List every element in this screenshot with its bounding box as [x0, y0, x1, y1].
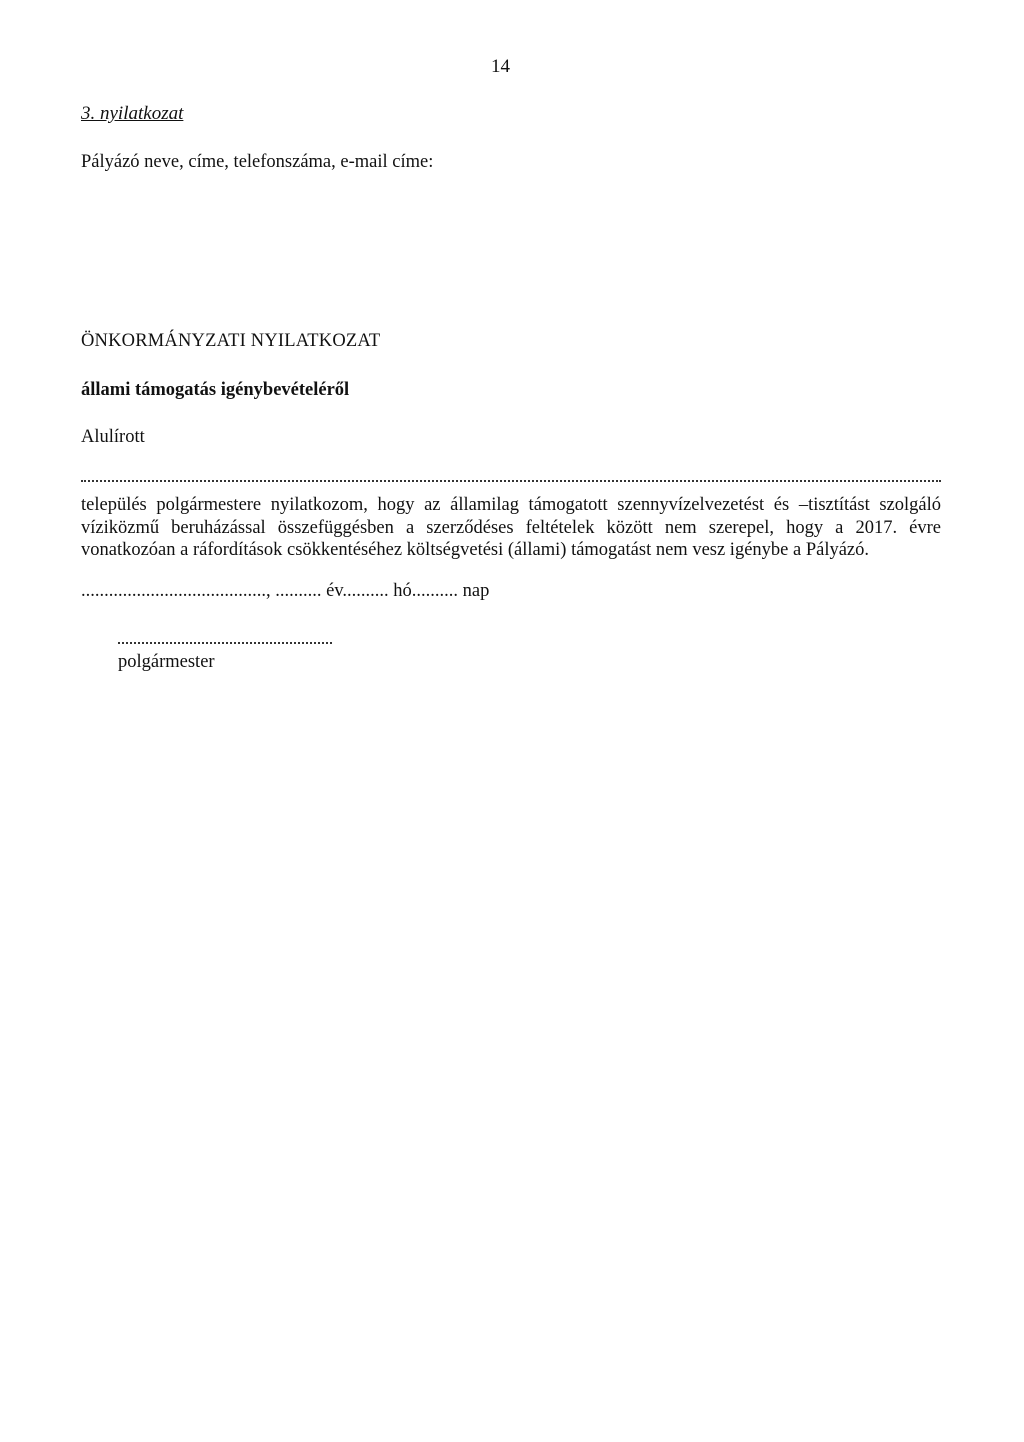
settlement-name-fill-line	[81, 470, 941, 482]
section-heading: 3. nyilatkozat	[81, 103, 184, 124]
declaration-body: település polgármestere nyilatkozom, hogy az államilag támogatott szennyvízelvezetést és –tisztítást szolgáló víziközmű beruházással összefüggésben a szerződéses feltételek között nem szerepel, hogy a 2017. évre vonatkozóan a ráfordítások csökkentéséhez költségvetési (állami) támogatást nem vesz igénybe a Pályázó.	[81, 495, 941, 560]
declaration-subtitle: állami támogatás igénybevételéről	[81, 380, 350, 400]
page-number: 14	[491, 56, 510, 77]
declaration-title: ÖNKORMÁNYZATI NYILATKOZAT	[81, 331, 381, 351]
date-line: ........................................, .......... év.......... hó.......... nap	[81, 581, 490, 601]
applicant-details-label: Pályázó neve, címe, telefonszáma, e-mail címe:	[81, 152, 434, 172]
signature-label: polgármester	[118, 652, 215, 672]
signature-line	[118, 632, 332, 644]
undersigned-label: Alulírott	[81, 427, 145, 447]
